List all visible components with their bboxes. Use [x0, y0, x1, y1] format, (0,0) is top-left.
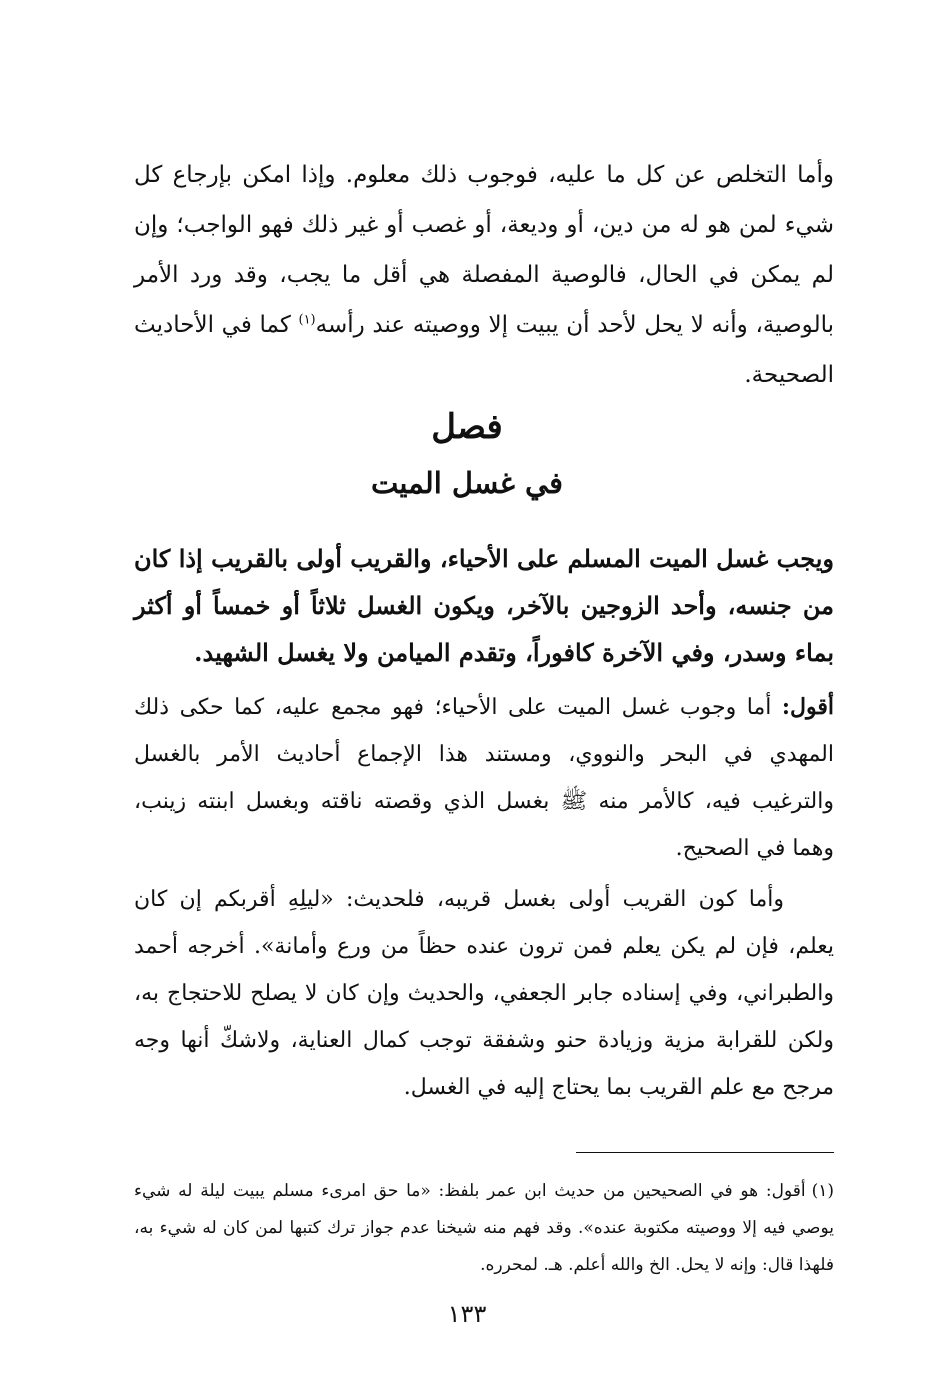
commentary-lead: أقول: — [781, 694, 834, 720]
intro-text: وأما التخلص عن كل ما عليه، فوجوب ذلك معلوم. وإذا امكن بإرجاع كل شيء لمن هو له من دين، أو وديعة، أو غصب أو غير ذلك فهو الواجب؛ وإن لم يمكن في الحال، فالوصية المفصلة هي أقل ما يجب، وقد ورد الأمر بالوصية، وأنه لا يحل لأحد أن يبيت إلا ووصيته عند رأسه — [134, 162, 834, 338]
section-subtitle: في غسل الميت — [370, 466, 564, 500]
intro-text-end: كما في الأحاديث الصحيحة. — [134, 312, 834, 388]
commentary-text: أما وجوب غسل الميت على الأحياء؛ فهو مجمع عليه، كما حكى ذلك المهدي في البحر والنووي، ومستند هذا الإجماع أحاديث الأمر بالغسل والترغيب فيه، كالأمر منه ﷺ بغسل الذي وقصته ناقته وبغسل ابنته زينب، وهما في الصحيح. — [134, 695, 834, 861]
footnote-text: أقول: هو في الصحيحين من حديث ابن عمر بلفظ: «ما حق امرىء مسلم يبيت ليلة له شيء يوصي فيه إلا ووصيته مكتوبة عنده». وقد فهم منه شيخنا عدم جواز ترك كتبها لمن كان له شيء به، فلهذا قال: وإنه لا يحل. الخ والله أعلم. هـ. لمحرره. — [134, 1181, 834, 1275]
footnote-number: (١) — [811, 1181, 834, 1201]
intro-paragraph — [134, 150, 834, 400]
section-title: فصل — [431, 407, 503, 447]
second-paragraph: وأما كون القريب أولى بغسل قريبه، فلحديث: «ليلِهِ أقربكم إن كان يعلم، فإن لم يكن يعلم فمن ترون عنده حظاً من ورع وأمانة». أخرجه أحمد والطبراني، وفي إسناده جابر الجعفي، والحديث وإن كان لا يصلح للاحتجاج به، ولكن للقرابة مزية وزيادة حنو وشفقة توجب كمال العناية، ولاشكّ أنها وجه مرجح مع علم القريب بما يحتاج إليه في الغسل. — [134, 887, 834, 1100]
page-number: ١٣٣ — [447, 1300, 487, 1328]
commentary-paragraph — [134, 684, 834, 872]
footnote — [134, 1173, 834, 1284]
footnote-reference[interactable]: (١) — [298, 312, 316, 328]
main-text-paragraph: ويجب غسل الميت المسلم على الأحياء، والقريب أولى بالقريب إذا كان من جنسه، وأحد الزوجين بالآخر، ويكون الغسل ثلاثاً أو خمساً أو أكثر بماء وسدر، وفي الآخرة كافوراً، وتقدم الميامن ولا يغسل الشهيد. — [133, 544, 835, 667]
footnote-divider — [576, 1152, 834, 1153]
